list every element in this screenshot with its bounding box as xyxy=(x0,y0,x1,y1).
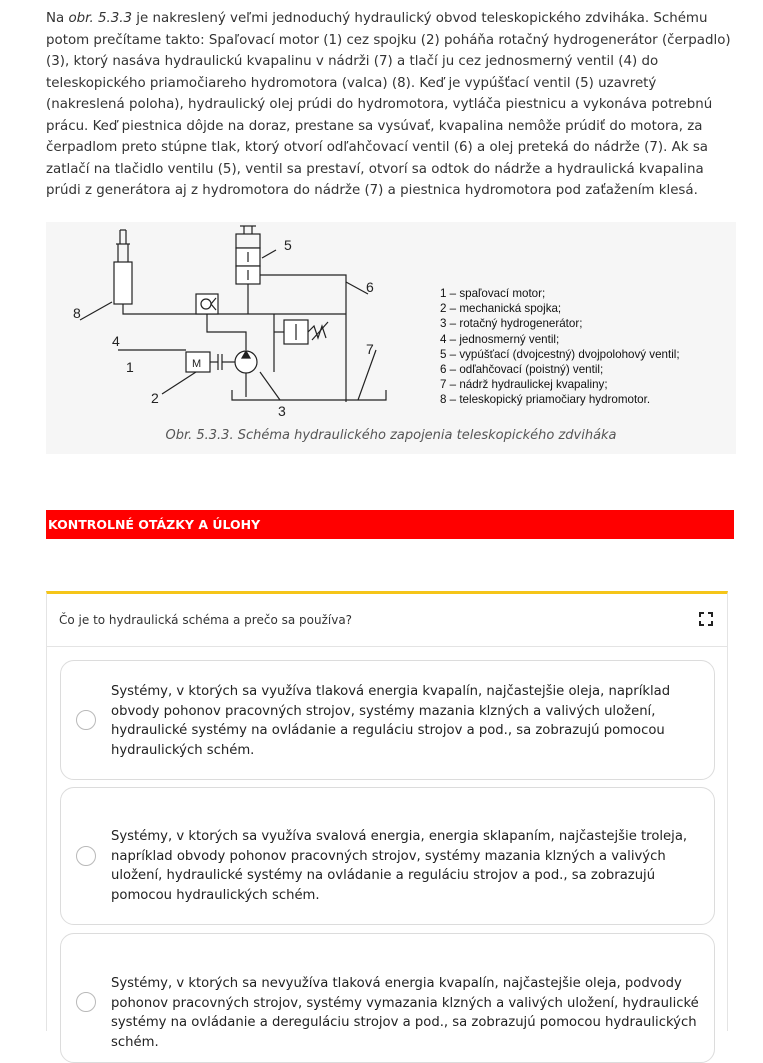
quiz-question: Čo je to hydraulická schéma a prečo sa používa? xyxy=(59,613,353,627)
intro-text-start: Na xyxy=(46,11,69,26)
motor-coupling-symbol xyxy=(186,352,235,372)
legend-item: 8 – teleskopický priamočiary hydromotor. xyxy=(440,393,651,407)
label-8: 8 xyxy=(73,305,81,321)
answer-text: Systémy, v ktorých sa využíva svalová energia, energia sklapaním, najčastejšie troleja, napríklad obvody pohonov pracovných strojov, systémy mazania klzných a valivých uložení, hydraulické systémy na ovládanie a reguláciu strojov a pod., sa zobrazujú pomocou hydraulických schém. xyxy=(111,829,688,903)
telescopic-cylinder-symbol xyxy=(114,230,132,304)
figure-caption: Obr. 5.3.3. Schéma hydraulického zapojenia teleskopického zdviháka xyxy=(165,428,617,443)
figure-reference: obr. 5.3.3 xyxy=(68,11,133,26)
answer-option-1[interactable] xyxy=(60,660,715,780)
answer-option-2[interactable] xyxy=(60,787,715,925)
quiz-header xyxy=(47,594,727,647)
check-valve-symbol xyxy=(196,294,218,314)
legend-item: 2 – mechanická spojka; xyxy=(440,302,562,316)
legend-item: 1 – spaľovací motor; xyxy=(440,287,546,300)
legend-item: 5 – vypúšťací (dvojcestný) dvojpolohový ventil; xyxy=(440,347,680,361)
legend-item: 4 – jednosmerný ventil; xyxy=(440,332,560,346)
hydraulic-figure xyxy=(46,222,736,454)
motor-letter: M xyxy=(192,358,202,370)
label-4: 4 xyxy=(112,333,120,349)
answer-text: Systémy, v ktorých sa využíva tlaková energia kvapalín, najčastejšie oleja, napríklad obvody pohonov pracovných strojov, systémy mazania klzných a valivých uložení, hydraulické systémy na ovládanie a reguláciu strojov a pod., sa zobrazujú pomocou hydraulických schém. xyxy=(111,684,671,758)
legend-item: 7 – nádrž hydraulickej kvapaliny; xyxy=(440,378,608,392)
label-3: 3 xyxy=(278,403,286,419)
label-7: 7 xyxy=(366,341,374,357)
quiz-card xyxy=(46,591,728,1050)
radio-button[interactable] xyxy=(76,992,96,1012)
radio-button[interactable] xyxy=(76,846,96,866)
discharge-valve-symbol xyxy=(236,226,260,284)
figure-legend xyxy=(440,286,680,408)
label-2: 2 xyxy=(151,390,159,406)
relief-valve-symbol xyxy=(284,320,328,344)
label-6: 6 xyxy=(366,279,374,295)
intro-text-body: je nakreslený veľmi jednoduchý hydraulický obvod teleskopického zdviháka. Schému potom prečítame takto: Spaľovací motor (1) cez spojku (2) poháňa rotačný hydrogenerátor (čerpadlo) (3), ktorý nasáva hydraulickú kvapalinu v nádrži (7) a tlačí ju cez jednosmerný ventil (4) do teleskopického priamočiareho hydromotora (valca) (8). Keď je vypúšťací ventil (5) uzavretý (nakreslená poloha), hydraulický olej prúdi do hydromotora, vytláča piestnicu a vykonáva potrebnú prácu. Keď piestnica dôjde na doraz, prestane sa vysúvať, kvapalina nemôže prúdiť do motora, za čerpadlom preto stúpne tlak, ktorý otvorí odľahčovací ventil (6) a olej preteká do nádrže (7). Ak sa zatlačí na tlačidlo ventilu (5), ventil sa prestaví, otvorí sa odtok do nádrže a hydraulická kvapalina prúdi z generátora aj z hydromotora do nádrže (7) a piestnica hydromotora pod zaťažením klesá. xyxy=(46,11,731,198)
pump-symbol xyxy=(235,351,257,397)
section-heading: KONTROLNÉ OTÁZKY A ÚLOHY xyxy=(46,510,734,539)
intro-paragraph xyxy=(46,8,736,202)
expand-icon[interactable] xyxy=(699,612,713,626)
label-5: 5 xyxy=(284,237,292,253)
answer-option-3[interactable] xyxy=(60,933,715,1063)
tank-symbol xyxy=(232,390,386,400)
legend-item: 6 – odľahčovací (poistný) ventil; xyxy=(440,363,604,377)
radio-button[interactable] xyxy=(76,710,96,730)
label-1: 1 xyxy=(126,359,134,375)
answer-text: Systémy, v ktorých sa nevyužíva tlaková energia kvapalín, najčastejšie oleja, podvody pohonov pracovných strojov, systémy vymazania klzných a valivých uložení, hydraulické systémy na ovládanie a dereguláciu strojov a pod., sa zobrazujú pomocou hydraulických schém. xyxy=(111,976,699,1050)
legend-item: 3 – rotačný hydrogenerátor; xyxy=(440,317,583,331)
